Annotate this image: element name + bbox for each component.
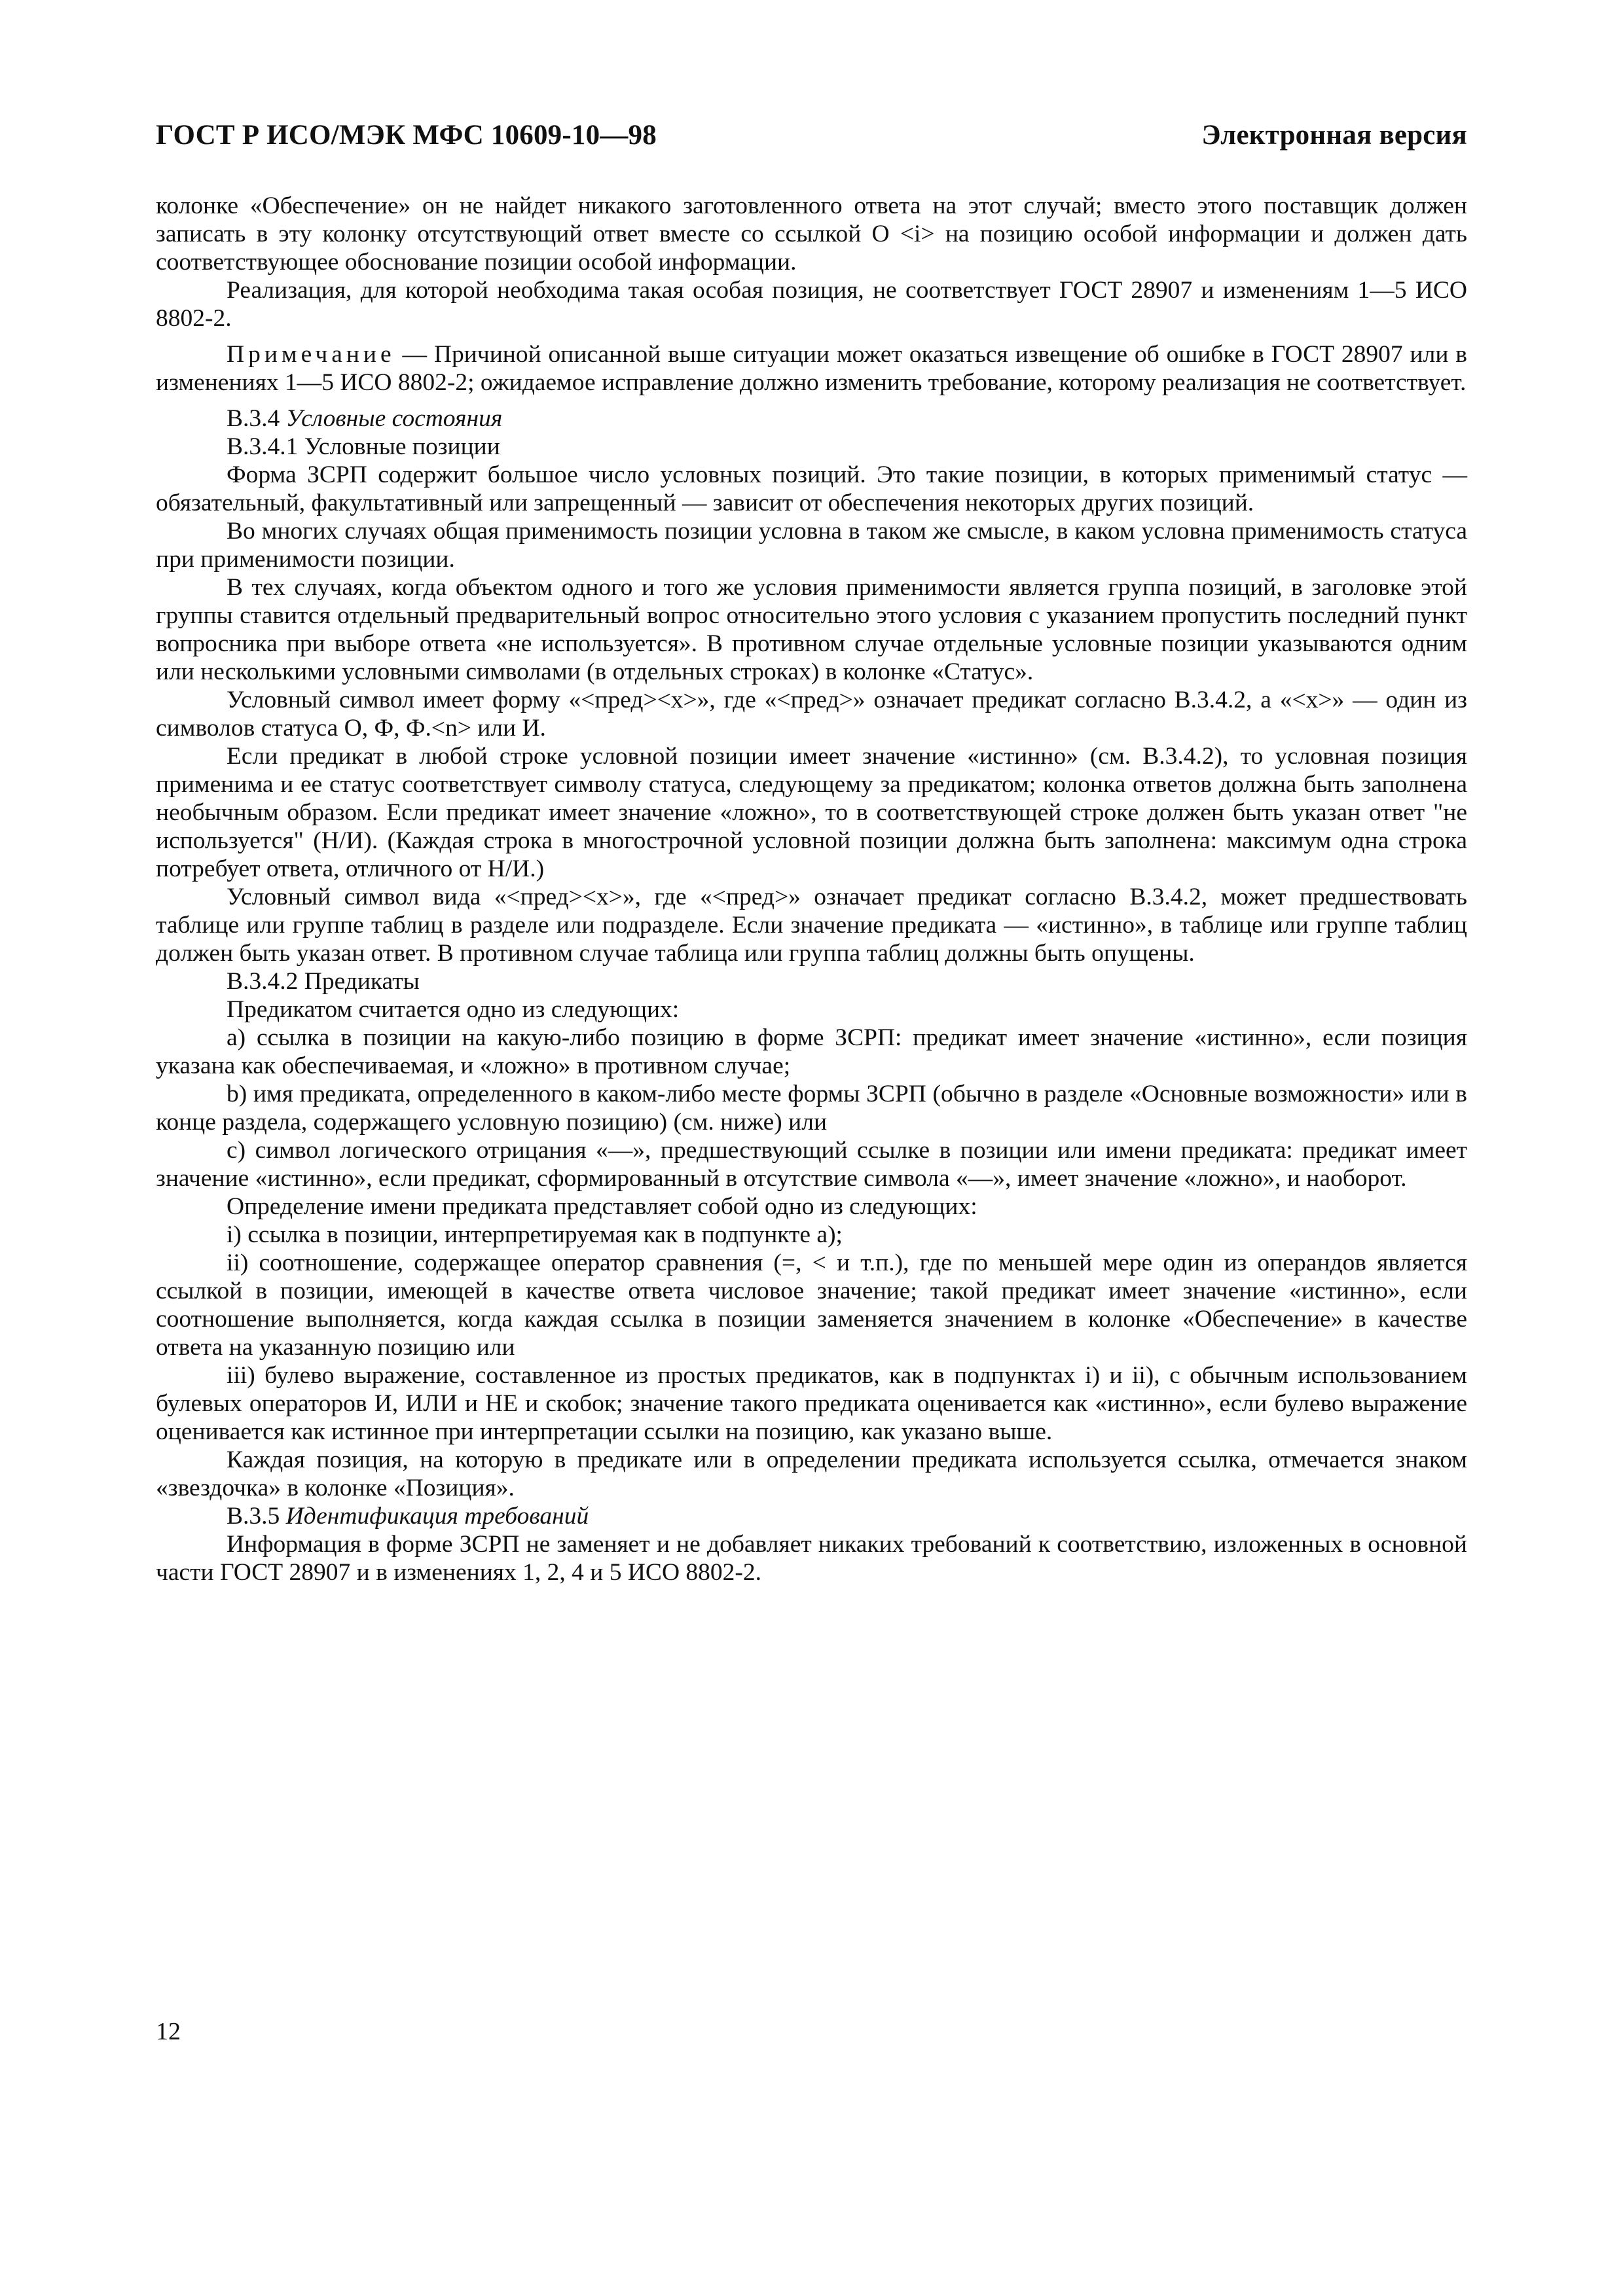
paragraph: Форма ЗСРП содержит большое число условных позиций. Это такие позиции, в которых применимый статус — обязательный, факультативный или запрещенный — зависит от обеспечения некоторых других позиций. [156, 461, 1467, 516]
note-paragraph [156, 340, 1467, 397]
section-heading-b342: B.3.4.2 Предикаты [227, 968, 420, 995]
paragraph: Реализация, для которой необходима такая особая позиция, не соответствует ГОСТ 28907 и изменениям 1—5 ИСО 8802-2. [156, 277, 1467, 332]
paragraph: Предикатом считается одно из следующих: [227, 996, 680, 1023]
list-item: iii) булево выражение, составленное из простых предикатов, как в подпунктах i) и ii), с обычным использованием булевых операторов И, ИЛИ и НЕ и скобок; значение такого предиката оценивается как «истинно», если булево выражение оценивается как истинное при интерпретации ссылки на позицию, как указано выше. [156, 1362, 1467, 1445]
paragraph: Условный символ вида «<пред><x>», где «<пред>» означает предикат согласно В.3.4.2, может предшествовать таблице или группе таблиц в разделе или подразделе. Если значение предиката — «истинно», в таблице или группе таблиц должен быть указан ответ. В противном случае таблица или группа таблиц должны быть опущены. [156, 884, 1467, 967]
paragraph: В тех случаях, когда объектом одного и того же условия применимости является группа позиций, в заголовке этой группы ставится отдельный предварительный вопрос относительно этого условия с указанием пропустить последний пункт вопросника при выборе ответа «не используется». В противном случае отдельные условные позиции указываются одним или несколькими условными символами (в отдельных строках) в колонке «Статус». [156, 574, 1467, 685]
running-header [156, 119, 1467, 151]
list-item: c) символ логического отрицания «—», предшествующий ссылке в позиции или имени предиката: предикат имеет значение «истинно», если предикат, сформированный в отсутствие символа «—», имеет значение «ложно», и наоборот. [156, 1137, 1467, 1192]
section-heading-b35 [156, 1502, 1467, 1530]
section-title: Идентификация требований [285, 1503, 589, 1530]
section-title: Условные состояния [285, 405, 503, 432]
section-number: B.3.5 [227, 1503, 286, 1530]
paragraph: Если предикат в любой строке условной позиции имеет значение «истинно» (см. В.3.4.2), то условная позиция применима и ее статус соответствует символу статуса, следующему за предикатом; колонка ответов должна быть заполнена необычным образом. Если предикат имеет значение «ложно», то в соответствующей строке должен быть указан ответ "не используется" (Н/И). (Каждая строка в многострочной условной позиции должна быть заполнена: максимум одна строка потребует ответа, отличного от Н/И.) [156, 743, 1467, 882]
page-number: 12 [156, 2018, 181, 2045]
standard-designation: ГОСТ Р ИСО/МЭК МФС 10609-10—98 [156, 120, 657, 151]
note-label: Примечание [227, 341, 395, 368]
paragraph: Во многих случаях общая применимость позиции условна в таком же смысле, в каком условна применимость статуса при применимости позиции. [156, 518, 1467, 573]
section-heading-b341: B.3.4.1 Условные позиции [227, 433, 500, 460]
list-item: b) имя предиката, определенного в каком-либо месте формы ЗСРП (обычно в разделе «Основные возможности» или в конце раздела, содержащего условную позицию) (см. ниже) или [156, 1081, 1467, 1136]
list-item: ii) соотношение, содержащее оператор сравнения (=, < и т.п.), где по меньшей мере один из операндов является ссылкой в позиции, имеющей в качестве ответа числовое значение; такой предикат имеет значение «истинно», если соотношение выполняется, когда каждая ссылка в позиции заменяется значением в колонке «Обеспечение» в качестве ответа на указанную позицию или [156, 1249, 1467, 1361]
paragraph: Условный символ имеет форму «<пред><x>», где «<пред>» означает предикат согласно В.3.4.2, а «<x>» — один из символов статуса О, Ф, Ф.<n> или И. [156, 687, 1467, 742]
edition-label: Электронная версия [1201, 120, 1467, 151]
paragraph: Определение имени предиката представляет собой одно из следующих: [227, 1193, 977, 1220]
section-number: B.3.4 [227, 405, 286, 432]
list-item: i) ссылка в позиции, интерпретируемая как в подпункте а); [227, 1221, 843, 1248]
list-item: a) ссылка в позиции на какую-либо позицию в форме ЗСРП: предикат имеет значение «истинно», если позиция указана как обеспечиваемая, и «ложно» в противном случае; [156, 1024, 1467, 1079]
paragraph: колонке «Обеспечение» он не найдет никакого заготовленного ответа на этот случай; вместо этого поставщик должен записать в эту колонку отсутствующий ответ вместе со ссылкой О <i> на позицию особой информации и должен дать соответствующее обоснование позиции особой информации. [156, 192, 1467, 276]
paragraph: Информация в форме ЗСРП не заменяет и не добавляет никаких требований к соответствию, изложенных в основной части ГОСТ 28907 и в изменениях 1, 2, 4 и 5 ИСО 8802-2. [156, 1531, 1467, 1586]
section-heading-b34 [156, 404, 1467, 433]
body-text [156, 192, 1467, 1587]
paragraph: Каждая позиция, на которую в предикате или в определении предиката используется ссылка, отмечается знаком «звездочка» в колонке «Позиция». [156, 1446, 1467, 1501]
note-text: — Причиной описанной выше ситуации может оказаться извещение об ошибке в ГОСТ 28907 или в изменениях 1—5 ИСО 8802-2; ожидаемое исправление должно изменить требование, которому реализация не соответствует. [156, 341, 1467, 396]
